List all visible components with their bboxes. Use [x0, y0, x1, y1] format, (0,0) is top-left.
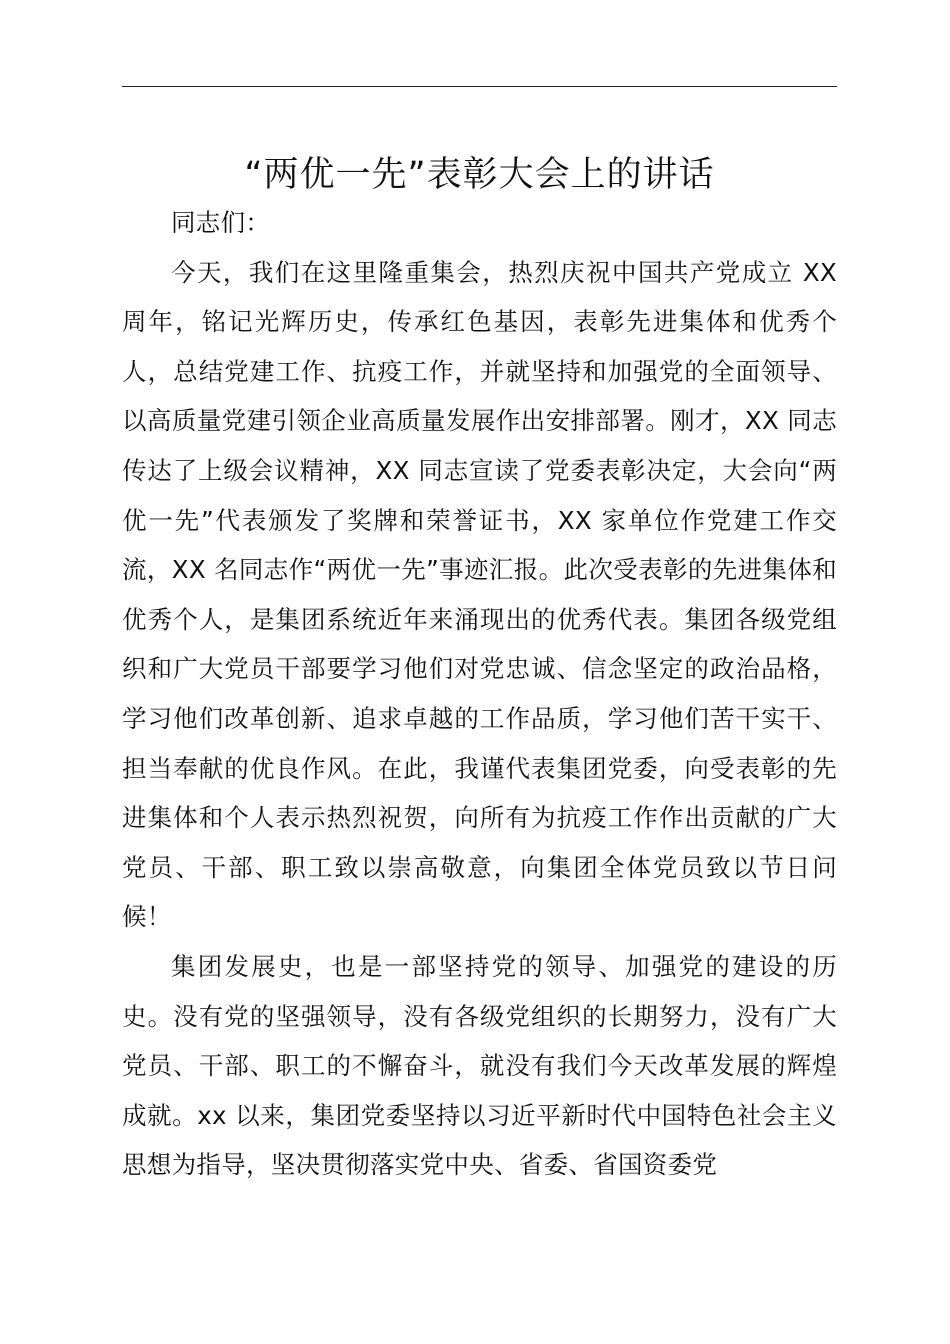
header-divider	[122, 86, 837, 87]
paragraph-1: 今天，我们在这里隆重集会，热烈庆祝中国共产党成立 XX 周年，铭记光辉历史，传承红色基因，表彰先进集体和优秀个人，总结党建工作、抗疫工作，并就坚持和加强党的全面领导、以高质量党建引领企业高质量发展作出安排部署。刚才，XX 同志传达了上级会议精神，XX 同志宣读了党委表彰决定，大会向“两优一先”代表颁发了奖牌和荣誉证书，XX 家单位作党建工作交流，XX 名同志作“两优一先”事迹汇报。此次受表彰的先进集体和优秀个人，是集团系统近年来涌现出的优秀代表。集团各级党组织和广大党员干部要学习他们对党忠诚、信念坚定的政治品格，学习他们改革创新、追求卓越的工作品质，学习他们苦干实干、担当奉献的优良作风。在此，我谨代表集团党委，向受表彰的先进集体和个人表示热烈祝贺，向所有为抗疫工作作出贡献的广大党员、干部、职工致以崇高敬意，向集团全体党员致以节日问候！	[122, 257, 837, 932]
document-title: “两优一先”表彰大会上的讲话	[244, 155, 715, 195]
paragraph-2: 集团发展史，也是一部坚持党的领导、加强党的建设的历史。没有党的坚强领导，没有各级党组织的长期努力，没有广大党员、干部、职工的不懈奋斗，就没有我们今天改革发展的辉煌成就。xx 以来，集团党委坚持以习近平新时代中国特色社会主义思想为指导，坚决贯彻落实党中央、省委、省国资委党	[122, 951, 837, 1180]
salutation: 同志们：	[171, 208, 271, 237]
document-body	[122, 198, 837, 1190]
